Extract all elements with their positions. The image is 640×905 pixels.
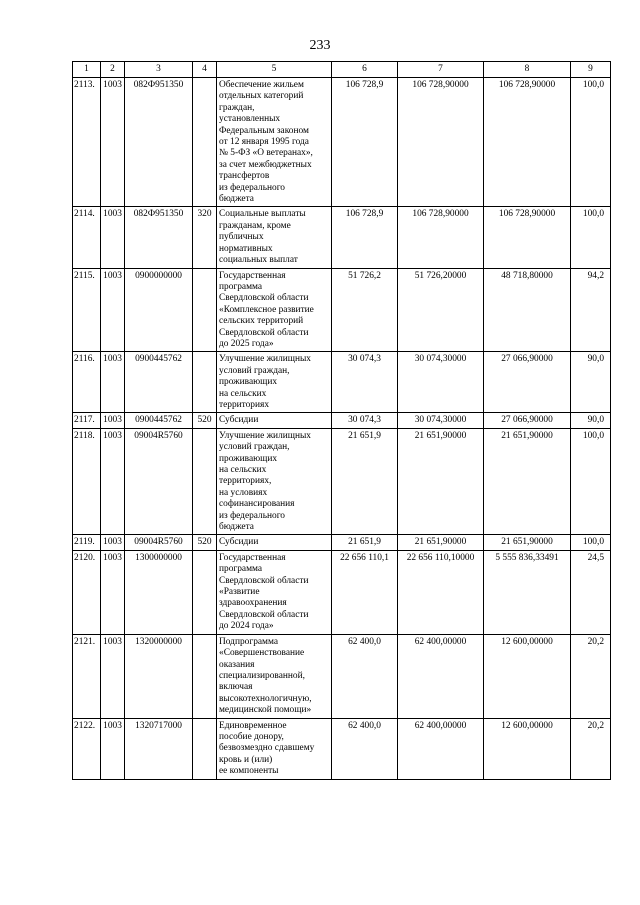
item-name-line: Обеспечение жильем bbox=[219, 80, 304, 90]
item-name-line: № 5-ФЗ «О ветеранах», bbox=[219, 148, 313, 159]
item-name-line: нормативных bbox=[219, 243, 273, 254]
table-row bbox=[73, 550, 611, 634]
item-name-line: Свердловской области bbox=[219, 575, 309, 586]
item-name-line: Государственная bbox=[219, 270, 286, 281]
execution-percent: 100,0 bbox=[571, 207, 611, 268]
target-article-code: 082Ф951350 bbox=[125, 78, 193, 207]
column-number-6: 6 bbox=[332, 62, 398, 78]
item-name-line: бюджета bbox=[219, 522, 254, 533]
item-name-line: граждан, bbox=[219, 102, 255, 113]
item-name-line: Свердловской области bbox=[219, 327, 309, 338]
expense-type-code bbox=[193, 78, 217, 207]
item-name-line: Социальные выплаты bbox=[219, 209, 306, 220]
executed-amount: 5 555 836,33491 bbox=[484, 550, 571, 634]
expense-type-code bbox=[193, 428, 217, 535]
item-name-line: «Комплексное развитие bbox=[219, 304, 314, 315]
item-name-line: здравоохранения bbox=[219, 598, 287, 609]
execution-percent: 20,2 bbox=[571, 718, 611, 779]
section-code: 1003 bbox=[101, 268, 125, 352]
target-article-code: 09004R5760 bbox=[125, 535, 193, 550]
target-article-code: 1320000000 bbox=[125, 634, 193, 718]
table-row bbox=[73, 718, 611, 779]
execution-percent: 94,2 bbox=[571, 268, 611, 352]
row-number: 2121. bbox=[73, 634, 101, 718]
expense-type-code bbox=[193, 718, 217, 779]
approved-amount: 30 074,3 bbox=[332, 352, 398, 413]
item-name bbox=[217, 207, 332, 268]
expense-type-code: 520 bbox=[193, 535, 217, 550]
refined-amount: 62 400,00000 bbox=[398, 634, 484, 718]
row-number: 2117. bbox=[73, 413, 101, 428]
item-name-line: оказания bbox=[219, 659, 255, 670]
item-name-line: из федерального bbox=[219, 510, 285, 521]
page-number: 233 bbox=[309, 38, 331, 53]
approved-amount: 106 728,9 bbox=[332, 207, 398, 268]
column-number-8: 8 bbox=[484, 62, 571, 78]
item-name-line: из федерального bbox=[219, 182, 285, 193]
refined-amount: 51 726,20000 bbox=[398, 268, 484, 352]
item-name bbox=[217, 268, 332, 352]
item-name-line: пособие донору, bbox=[219, 731, 284, 742]
item-name-line: Единовременное bbox=[219, 720, 287, 731]
item-name-line: софинансирования bbox=[219, 499, 295, 510]
executed-amount: 106 728,90000 bbox=[484, 78, 571, 207]
section-code: 1003 bbox=[101, 718, 125, 779]
item-name-line: до 2024 года» bbox=[219, 621, 274, 632]
item-name-line: социальных выплат bbox=[219, 255, 298, 266]
executed-amount: 21 651,90000 bbox=[484, 428, 571, 535]
expense-type-code bbox=[193, 550, 217, 634]
executed-amount: 27 066,90000 bbox=[484, 352, 571, 413]
item-name-line: включая bbox=[219, 682, 253, 693]
column-number-5: 5 bbox=[217, 62, 332, 78]
item-name-line: программа bbox=[219, 281, 263, 292]
executed-amount: 12 600,00000 bbox=[484, 718, 571, 779]
row-number: 2118. bbox=[73, 428, 101, 535]
expense-type-code: 520 bbox=[193, 413, 217, 428]
item-name-line: территориях, bbox=[219, 476, 272, 487]
expense-type-code: 320 bbox=[193, 207, 217, 268]
target-article-code: 0900000000 bbox=[125, 268, 193, 352]
table-row bbox=[73, 207, 611, 268]
item-name-line: сельских территорий bbox=[219, 316, 304, 327]
refined-amount: 21 651,90000 bbox=[398, 428, 484, 535]
refined-amount: 106 728,90000 bbox=[398, 207, 484, 268]
item-name-line: Субсидии bbox=[219, 537, 259, 548]
item-name-line: территориях bbox=[219, 399, 270, 410]
column-number-2: 2 bbox=[101, 62, 125, 78]
refined-amount: 106 728,90000 bbox=[398, 78, 484, 207]
approved-amount: 51 726,2 bbox=[332, 268, 398, 352]
item-name-line: «Развитие bbox=[219, 587, 260, 598]
table-row bbox=[73, 535, 611, 550]
item-name-line: кровь и (или) bbox=[219, 754, 273, 765]
target-article-code: 09004R5760 bbox=[125, 428, 193, 535]
row-number: 2115. bbox=[73, 268, 101, 352]
column-number-3: 3 bbox=[125, 62, 193, 78]
section-code: 1003 bbox=[101, 550, 125, 634]
item-name-line: Субсидии bbox=[219, 415, 259, 426]
item-name-line: бюджета bbox=[219, 194, 254, 205]
item-name-line: публичных bbox=[219, 232, 264, 243]
approved-amount: 106 728,9 bbox=[332, 78, 398, 207]
row-number: 2114. bbox=[73, 207, 101, 268]
table-row bbox=[73, 78, 611, 207]
item-name-line: за счет межбюджетных bbox=[219, 159, 312, 170]
approved-amount: 62 400,0 bbox=[332, 634, 398, 718]
item-name bbox=[217, 413, 332, 428]
section-code: 1003 bbox=[101, 634, 125, 718]
item-name bbox=[217, 352, 332, 413]
item-name-line: специализированной, bbox=[219, 670, 305, 681]
executed-amount: 12 600,00000 bbox=[484, 634, 571, 718]
target-article-code: 1300000000 bbox=[125, 550, 193, 634]
column-number-9: 9 bbox=[571, 62, 611, 78]
table-row bbox=[73, 634, 611, 718]
section-code: 1003 bbox=[101, 413, 125, 428]
section-code: 1003 bbox=[101, 352, 125, 413]
table-row bbox=[73, 352, 611, 413]
item-name-line: программа bbox=[219, 564, 263, 575]
item-name-line: безвозмездно сдавшему bbox=[219, 743, 315, 754]
item-name-line: Улучшение жилищных bbox=[219, 354, 311, 365]
item-name-line: высокотехнологичную, bbox=[219, 693, 312, 704]
item-name bbox=[217, 428, 332, 535]
item-name-line: до 2025 года» bbox=[219, 338, 274, 349]
item-name-line: Подпрограмма bbox=[219, 636, 279, 647]
budget-table bbox=[72, 61, 611, 780]
row-number: 2116. bbox=[73, 352, 101, 413]
section-code: 1003 bbox=[101, 428, 125, 535]
item-name bbox=[217, 78, 332, 207]
item-name-line: гражданам, кроме bbox=[219, 220, 291, 231]
row-number: 2113. bbox=[73, 78, 101, 207]
column-number-1: 1 bbox=[73, 62, 101, 78]
item-name-line: Государственная bbox=[219, 552, 286, 563]
item-name-line: Улучшение жилищных bbox=[219, 430, 311, 441]
approved-amount: 21 651,9 bbox=[332, 535, 398, 550]
item-name-line: Свердловской области bbox=[219, 293, 309, 304]
item-name-line: установленных bbox=[219, 114, 281, 125]
item-name bbox=[217, 550, 332, 634]
approved-amount: 30 074,3 bbox=[332, 413, 398, 428]
item-name-line: Федеральным законом bbox=[219, 125, 309, 136]
item-name bbox=[217, 718, 332, 779]
item-name-line: от 12 января 1995 года bbox=[219, 137, 309, 148]
execution-percent: 24,5 bbox=[571, 550, 611, 634]
expense-type-code bbox=[193, 634, 217, 718]
table-row bbox=[73, 268, 611, 352]
executed-amount: 48 718,80000 bbox=[484, 268, 571, 352]
execution-percent: 20,2 bbox=[571, 634, 611, 718]
row-number: 2120. bbox=[73, 550, 101, 634]
section-code: 1003 bbox=[101, 78, 125, 207]
column-number-row bbox=[73, 62, 611, 78]
item-name-line: медицинской помощи» bbox=[219, 705, 312, 716]
row-number: 2122. bbox=[73, 718, 101, 779]
expense-type-code bbox=[193, 268, 217, 352]
refined-amount: 30 074,30000 bbox=[398, 352, 484, 413]
item-name-line: Свердловской области bbox=[219, 609, 309, 620]
refined-amount: 21 651,90000 bbox=[398, 535, 484, 550]
item-name-line: ее компоненты bbox=[219, 766, 279, 777]
refined-amount: 22 656 110,10000 bbox=[398, 550, 484, 634]
column-number-7: 7 bbox=[398, 62, 484, 78]
table-body bbox=[73, 62, 611, 780]
item-name bbox=[217, 535, 332, 550]
approved-amount: 62 400,0 bbox=[332, 718, 398, 779]
refined-amount: 62 400,00000 bbox=[398, 718, 484, 779]
executed-amount: 27 066,90000 bbox=[484, 413, 571, 428]
item-name-line: условий граждан, bbox=[219, 442, 290, 453]
approved-amount: 22 656 110,1 bbox=[332, 550, 398, 634]
executed-amount: 21 651,90000 bbox=[484, 535, 571, 550]
table-row bbox=[73, 428, 611, 535]
execution-percent: 100,0 bbox=[571, 535, 611, 550]
execution-percent: 90,0 bbox=[571, 352, 611, 413]
item-name-line: на сельских bbox=[219, 388, 267, 399]
target-article-code: 082Ф951350 bbox=[125, 207, 193, 268]
item-name-line: на условиях bbox=[219, 487, 268, 498]
execution-percent: 100,0 bbox=[571, 78, 611, 207]
target-article-code: 1320717000 bbox=[125, 718, 193, 779]
execution-percent: 90,0 bbox=[571, 413, 611, 428]
item-name-line: отдельных категорий bbox=[219, 91, 304, 102]
approved-amount: 21 651,9 bbox=[332, 428, 398, 535]
target-article-code: 0900445762 bbox=[125, 413, 193, 428]
executed-amount: 106 728,90000 bbox=[484, 207, 571, 268]
item-name-line: условий граждан, bbox=[219, 365, 290, 376]
item-name-line: проживающих bbox=[219, 377, 278, 388]
item-name-line: трансфертов bbox=[219, 171, 270, 182]
expense-type-code bbox=[193, 352, 217, 413]
section-code: 1003 bbox=[101, 535, 125, 550]
item-name-line: на сельских bbox=[219, 465, 267, 475]
table-row bbox=[73, 413, 611, 428]
target-article-code: 0900445762 bbox=[125, 352, 193, 413]
item-name-line: проживающих bbox=[219, 453, 278, 464]
section-code: 1003 bbox=[101, 207, 125, 268]
row-number: 2119. bbox=[73, 535, 101, 550]
refined-amount: 30 074,30000 bbox=[398, 413, 484, 428]
item-name bbox=[217, 634, 332, 718]
execution-percent: 100,0 bbox=[571, 428, 611, 535]
item-name-line: «Совершенствование bbox=[219, 648, 305, 659]
column-number-4: 4 bbox=[193, 62, 217, 78]
